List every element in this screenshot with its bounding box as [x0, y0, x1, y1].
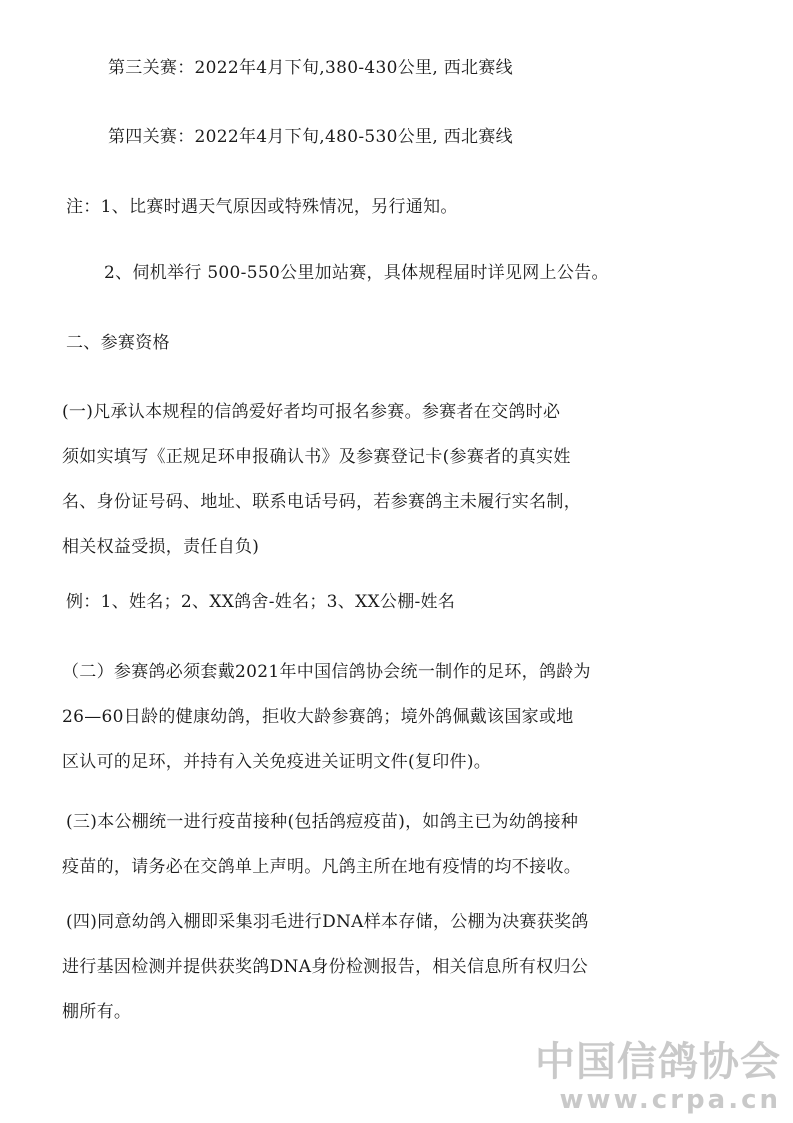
example-line: 例：1、姓名；2、XX鸽舍-姓名；3、XX公棚-姓名 [66, 592, 456, 612]
clause-4-line-2: 进行基因检测并提供获奖鸽DNA身份检测报告，相关信息所有权归公 [62, 957, 589, 977]
clause-1-line-4: 相关权益受损，责任自负) [62, 537, 260, 557]
watermark-name: 中国信鸽协会 [535, 1039, 781, 1085]
clause-2-line-2: 26—60日龄的健康幼鸽，拒收大龄参赛鸽；境外鸽佩戴该国家或地 [62, 707, 574, 727]
clause-3-line-1: (三)本公棚统一进行疫苗接种(包括鸽痘疫苗)，如鸽主已为幼鸽接种 [66, 812, 579, 832]
note-weather: 注：1、比赛时遇天气原因或特殊情况，另行通知。 [66, 197, 458, 217]
clause-4-line-1: (四)同意幼鸽入棚即采集羽毛进行DNA样本存储，公棚为决赛获奖鸽 [66, 912, 589, 932]
clause-1-line-1: (一)凡承认本规程的信鸽爱好者均可报名参赛。参赛者在交鸽时必 [62, 402, 561, 422]
section-heading: 二、参赛资格 [66, 333, 170, 353]
watermark [535, 1039, 781, 1115]
clause-1-line-2: 须如实填写《正规足环申报确认书》及参赛登记卡(参赛者的真实姓 [62, 447, 571, 467]
clause-1-line-3: 名、身份证号码、地址、联系电话号码，若参赛鸽主未履行实名制， [62, 492, 581, 512]
note-extra-race: 2、伺机举行 500-550公里加站赛，具体规程届时详见网上公告。 [104, 263, 609, 283]
race-item-fourth: 第四关赛：2022年4月下旬,480-530公里, 西北赛线 [108, 127, 513, 147]
race-item-third: 第三关赛：2022年4月下旬,380-430公里, 西北赛线 [108, 58, 513, 78]
clause-2-line-3: 区认可的足环，并持有入关免疫进关证明文件(复印件)。 [62, 752, 492, 772]
watermark-url: www.crpa.cn [559, 1085, 781, 1115]
clause-2-line-1: （二）参赛鸽必须套戴2021年中国信鸽协会统一制作的足环，鸽龄为 [62, 662, 591, 682]
clause-4-line-3: 棚所有。 [62, 1002, 132, 1022]
clause-3-line-2: 疫苗的，请务必在交鸽单上声明。凡鸽主所在地有疫情的均不接收。 [62, 857, 581, 877]
